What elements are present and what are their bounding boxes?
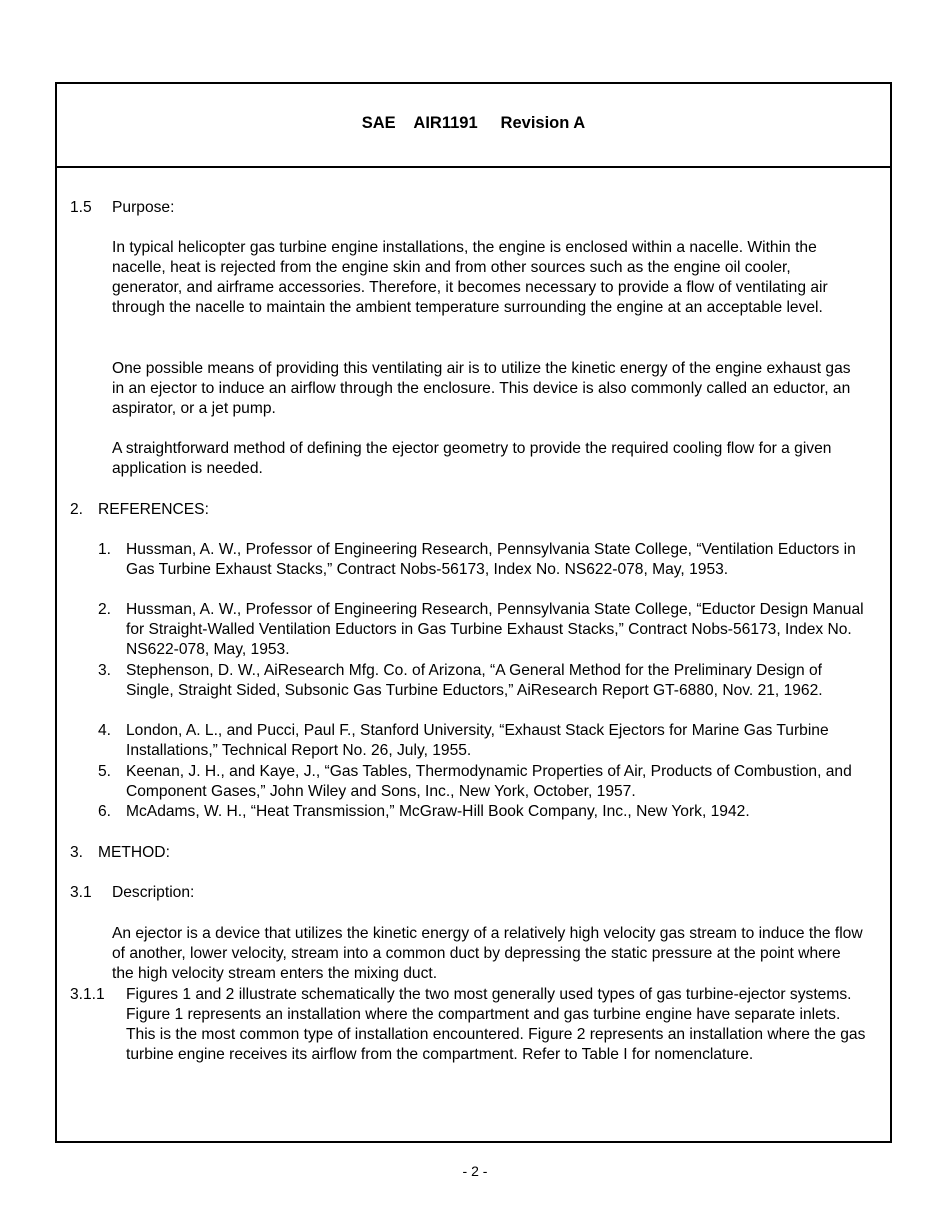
page-number: - 2 - <box>462 1163 488 1179</box>
reference-number: 6. <box>98 803 112 820</box>
reference-number: 1. <box>98 541 112 558</box>
section-heading: Description: <box>112 884 195 901</box>
reference-number: 4. <box>98 722 112 739</box>
reference-text: McAdams, W. H., “Heat Transmission,” McGraw-Hill Book Company, Inc., New York, 1942. <box>126 803 750 820</box>
reference-number: 2. <box>98 601 112 618</box>
section-number: 3.1.1 <box>70 986 105 1003</box>
reference-text: London, A. L., and Pucci, Paul F., Stanford University, “Exhaust Stack Ejectors for Marine Gas Turbine Installations,” Technical Report No. 26, July, 1955. <box>126 722 829 760</box>
section-number: 3. <box>70 844 84 861</box>
section-number: 2. <box>70 501 84 518</box>
section-heading: Purpose: <box>112 199 175 216</box>
section-number: 3.1 <box>70 884 92 901</box>
reference-text: Keenan, J. H., and Kaye, J., “Gas Tables, Thermodynamic Properties of Air, Products of Combustion, and Component Gases,” John Wiley and Sons, Inc., New York, October, 1957. <box>126 763 852 801</box>
section-heading: METHOD: <box>98 844 170 861</box>
document-title: SAE AIR1191 Revision A <box>361 113 586 132</box>
description-paragraph: An ejector is a device that utilizes the kinetic energy of a relatively high velocity gas stream to induce the flow of another, lower velocity, stream into a common duct by depressing the static pressure at the point where the high velocity stream enters the mixing duct. <box>112 925 863 983</box>
section-number: 1.5 <box>70 199 92 216</box>
reference-text: Hussman, A. W., Professor of Engineering Research, Pennsylvania State College, “Ventilation Eductors in Gas Turbine Exhaust Stacks,” Contract Nobs-56173, Index No. NS622-078, May, 1953. <box>126 541 856 579</box>
reference-number: 3. <box>98 662 112 679</box>
document-header <box>57 84 890 168</box>
purpose-paragraph-1: In typical helicopter gas turbine engine installations, the engine is enclosed within a nacelle. Within the nacelle, heat is rejected from the engine skin and from other sources such as the engine oil cooler, generator, and airframe accessories. Therefore, it becomes necessary to provide a flow of ventilating air through the nacelle to maintain the ambient temperature surrounding the engine at an acceptable level. <box>112 239 828 317</box>
reference-number: 5. <box>98 763 112 780</box>
reference-text: Hussman, A. W., Professor of Engineering Research, Pennsylvania State College, “Eductor Design Manual for Straight-Walled Ventilation Eductors in Gas Turbine Exhaust Stacks,” Contract Nobs-56173, Index No. NS622-078, May, 1953. <box>126 601 864 659</box>
purpose-paragraph-2: One possible means of providing this ventilating air is to utilize the kinetic energy of the engine exhaust gas in an ejector to induce an airflow through the enclosure. This device is also commonly called an eductor, an aspirator, or a jet pump. <box>112 360 851 418</box>
purpose-paragraph-3: A straightforward method of defining the ejector geometry to provide the required cooling flow for a given application is needed. <box>112 440 832 478</box>
section-heading: REFERENCES: <box>98 501 209 518</box>
reference-text: Stephenson, D. W., AiResearch Mfg. Co. of Arizona, “A General Method for the Preliminary Design of Single, Straight Sided, Subsonic Gas Turbine Eductors,” AiResearch Report GT-6880, Nov. 21, 1962. <box>126 662 823 700</box>
figures-paragraph: Figures 1 and 2 illustrate schematically the two most generally used types of gas turbine-ejector systems. Figure 1 represents an installation where the compartment and gas turbine engine have separate inlets. This is the most common type of installation encountered. Figure 2 represents an installation where the gas turbine engine receives its airflow from the compartment. Refer to Table I for nomenclature. <box>126 986 866 1064</box>
